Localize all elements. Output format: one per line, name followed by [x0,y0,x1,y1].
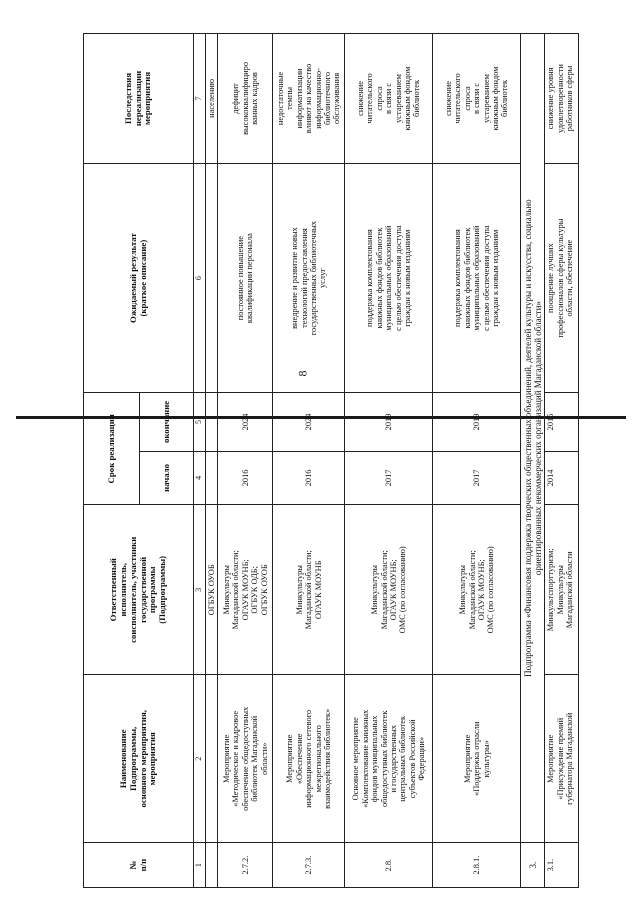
header-end: окончание [140,393,194,451]
program-table [83,33,579,888]
subprogram-row [521,34,545,888]
result-cell: поощрение лучших профессионалов сферы культуры области, обеспечение [545,163,579,392]
start-cell: 2017 [345,451,433,505]
num-cell: 2.8.1. [433,843,521,888]
header-start: начало [140,451,194,505]
consequences-cell: населению [206,34,218,164]
index-cell: 2 [194,675,206,843]
end-cell: 2015 [545,393,579,451]
name-cell: Мероприятие «Обеспечение информационного сетевого межрегионального взаимодействия библиотек» [273,675,345,843]
header-period: Срок реализации [84,393,140,505]
num-cell: 3.1. [545,843,579,888]
index-cell: 3 [194,505,206,675]
result-cell: постоянное повышение квалификации персонала [218,163,273,392]
responsible-cell: Минкультуры Магаданской области; ОГАУК МОУНБ [273,505,345,675]
start-cell: 2016 [273,451,345,505]
consequences-cell: дефицит высококвалифициро ванных кадров [218,34,273,164]
consequences-cell: недостаточные темпы информатизации влияют на качество информационно- библиотечного обслуживания [273,34,345,164]
start-cell: 2016 [218,451,273,505]
end-cell: 2024 [273,393,345,451]
num-cell: 3. [521,843,545,888]
rotated-table-container [83,33,575,888]
index-cell: 7 [194,34,206,164]
end-cell: 2024 [218,393,273,451]
name-cell: Мероприятие «Методическое и кадровое обеспечение общедоступных библиотек Магаданской области» [218,675,273,843]
name-cell: Основное мероприятие «Комплектование книжных фондов муниципальных общедоступных библиотек и государственных центральных библиотек субъектов Российской Федерации» [345,675,433,843]
index-cell: 5 [194,393,206,451]
consequences-cell: снижение читательского спроса в связи с устареванием книжным фондом библиотек [345,34,433,164]
subprogram-title: Подпрограмма «Финансовая поддержка творческих общественных объединений, деятелей культуры и искусства, социально ориентированных некоммерческих организаций Магаданской области» [521,34,545,843]
index-cell: 1 [194,843,206,888]
index-cell: 4 [194,451,206,505]
table-row [218,34,273,888]
result-cell: внедрение и развитие новых технологий предоставления государственных библиотечных услуг [273,163,345,392]
result-cell: поддержка комплектования книжных фондов библиотек муниципальных образований с целью обеспечения доступа граждан к новым изданиям [345,163,433,392]
responsible-cell: ОГБУК ОУОБ [206,505,218,675]
responsible-cell: Минкультспорттуризм; Минкультуры Магаданской области [545,505,579,675]
index-cell: 6 [194,163,206,392]
header-result: Ожидаемый результат (краткое описание) [84,163,194,392]
num-cell: 2.7.3. [273,843,345,888]
table-row [345,34,433,888]
table-row [273,34,345,888]
header-responsible: Ответственный исполнитель, соисполнитель, участники государственной программы (Подпрограммы) [84,505,194,675]
num-cell: 2.7.2. [218,843,273,888]
name-cell: Мероприятие «Присуждение премий губернатора Магаданской [545,675,579,843]
end-cell: 2019 [345,393,433,451]
header-num: № п/п [84,843,194,888]
index-row [194,34,206,888]
page-number: 8 [295,370,310,377]
start-cell: 2017 [433,451,521,505]
name-cell: Мероприятие «Поддержка отрасли культуры» [433,675,521,843]
continuation-row [206,34,218,888]
header-name: Наименование Подпрограммы, основного мероприятия, мероприятия [84,675,194,843]
table-row [433,34,521,888]
table-row [545,34,579,888]
result-cell: поддержка комплектования книжных фондов библиотек муниципальных образований с целью обеспечения доступа граждан к новым изданиям [433,163,521,392]
responsible-cell: Минкультуры Магаданской области; ОГАУК МОУНБ; ОМС (по согласованию) [433,505,521,675]
responsible-cell: Минкультуры Магаданской области; ОГАУК МОУНБ; ОГБУК ОДБ; ОГБУК ОУОБ [218,505,273,675]
start-cell: 2014 [545,451,579,505]
consequences-cell: снижение уровня удовлетворенности работников сферы [545,34,579,164]
num-cell: 2.8. [345,843,433,888]
responsible-cell: Минкультуры Магаданской области; ОГАУК МОУНБ; ОМС (по согласованию) [345,505,433,675]
header-consequences: Последствия нереализации мероприятия [84,34,194,164]
end-cell: 2019 [433,393,521,451]
consequences-cell: снижение читательского спроса в связи с устареванием книжным фондом библиотек [433,34,521,164]
